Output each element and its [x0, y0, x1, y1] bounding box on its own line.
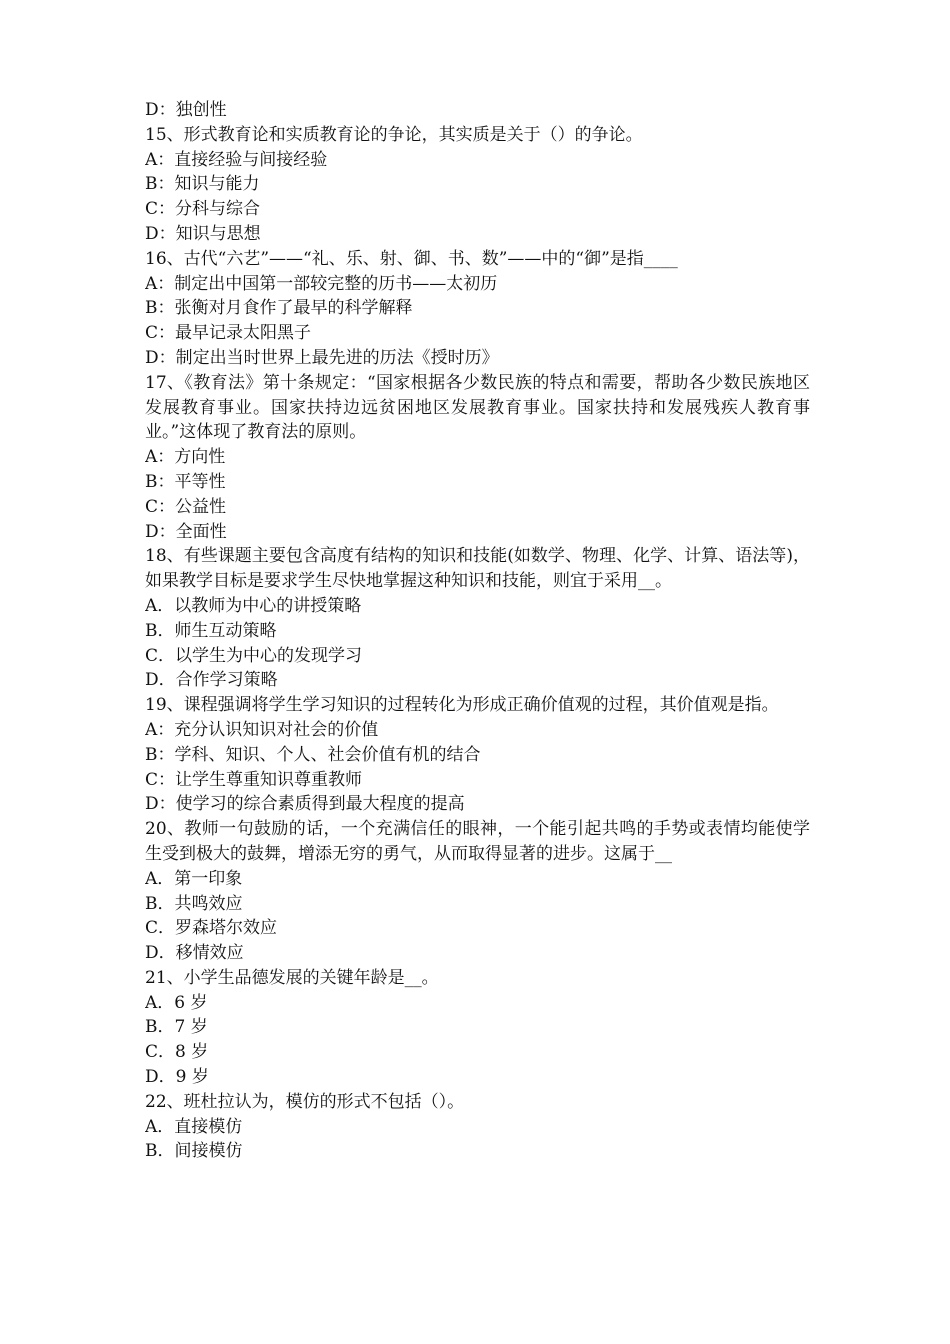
- option-b: B．7 岁: [145, 1017, 208, 1038]
- option-a: A：制定出中国第一部较完整的历书——太初历: [145, 273, 498, 294]
- question-20: 20、教师一句鼓励的话，一个充满信任的眼神，一个能引起共鸣的手势或表情均能使学生受到极大的鼓舞，增添无穷的勇气，从而取得显著的进步。这属于__: [145, 819, 810, 864]
- option-d: D：知识与思想: [145, 223, 261, 244]
- option-c: C：让学生尊重知识尊重教师: [145, 769, 363, 790]
- option-b: B．师生互动策略: [145, 620, 277, 641]
- option-a: A．以教师为中心的讲授策略: [145, 595, 362, 616]
- option-c: C．以学生为中心的发现学习: [145, 645, 363, 666]
- question-17: 17、《教育法》第十条规定：“国家根据各少数民族的特点和需要，帮助各少数民族地区发展教育事业。国家扶持边远贫困地区发展教育事业。国家扶持和发展残疾人教育事业。”这体现了教育法的原则。: [145, 372, 810, 443]
- option-a: A．直接模仿: [145, 1116, 243, 1137]
- question-15: 15、形式教育论和实质教育论的争论，其实质是关于（）的争论。: [145, 124, 643, 145]
- question-18: 18、有些课题主要包含高度有结构的知识和技能(如数学、物理、化学、计算、语法等)，如果教学目标是要求学生尽快地掌握这种知识和技能，则宜于采用__。: [145, 546, 810, 592]
- document-body: [145, 98, 810, 1164]
- option-d: D．合作学习策略: [145, 670, 278, 691]
- option-d: D．9 岁: [145, 1067, 209, 1088]
- option-c: C：最早记录太阳黑子: [145, 323, 312, 344]
- option-b: B．共鸣效应: [145, 893, 243, 914]
- option-a: A．6 岁: [145, 992, 208, 1013]
- question-22: 22、班杜拉认为，模仿的形式不包括（）。: [145, 1091, 465, 1112]
- option-d: D：制定出当时世界上最先进的历法《授时历》: [145, 347, 499, 368]
- question-19: 19、课程强调将学生学习知识的过程转化为形成正确价值观的过程，其价值观是指。: [145, 695, 779, 716]
- option-d: D：独创性: [145, 100, 227, 120]
- option-b: B：知识与能力: [145, 174, 260, 195]
- option-a: A：充分认识知识对社会的价值: [145, 719, 379, 740]
- question-21: 21、小学生品德发展的关键年龄是__。: [145, 967, 439, 988]
- option-d: D．移情效应: [145, 943, 244, 964]
- option-c: C．8 岁: [145, 1042, 209, 1063]
- option-b: B．间接模仿: [145, 1141, 243, 1162]
- option-d: D：全面性: [145, 521, 227, 542]
- option-b: B：学科、知识、个人、社会价值有机的结合: [145, 744, 481, 765]
- option-c: C．罗森塔尔效应: [145, 918, 278, 939]
- option-b: B：平等性: [145, 471, 226, 492]
- question-16: 16、古代“六艺”——“礼、乐、射、御、书、数”——中的“御”是指____: [145, 248, 678, 269]
- option-c: C：分科与综合: [145, 199, 261, 220]
- option-c: C：公益性: [145, 496, 227, 517]
- option-a: A：直接经验与间接经验: [145, 149, 328, 170]
- option-d: D：使学习的综合素质得到最大程度的提高: [145, 794, 465, 815]
- option-b: B：张衡对月食作了最早的科学解释: [145, 298, 413, 319]
- option-a: A．第一印象: [145, 868, 243, 889]
- option-a: A：方向性: [145, 447, 226, 468]
